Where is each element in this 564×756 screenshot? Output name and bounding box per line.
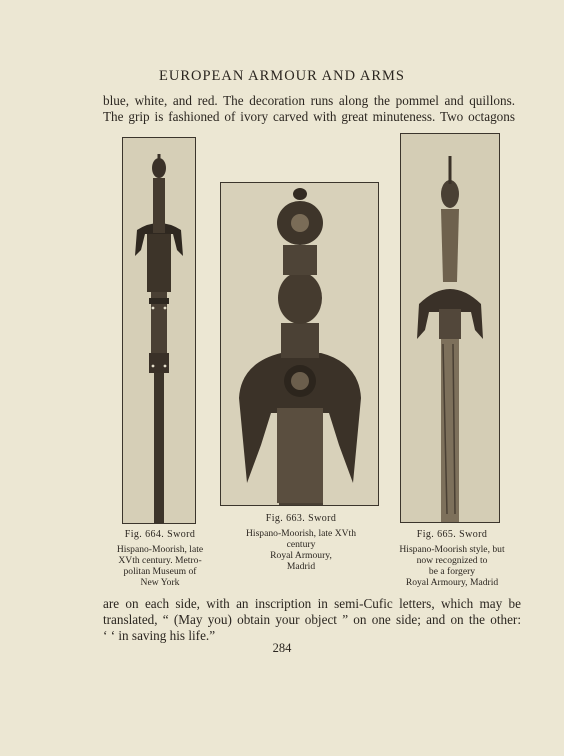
paragraph-bottom — [103, 596, 521, 644]
caption-line: New York — [140, 577, 180, 588]
text-line: blue, white, and red. The decoration runs along the pommel and quillons. — [103, 93, 515, 108]
caption-664 — [108, 529, 212, 588]
caption-title: Fig. 664. Sword — [124, 529, 196, 540]
caption-line: now recognized to — [416, 555, 488, 566]
page-number: 284 — [272, 641, 292, 655]
figure-664-image — [122, 137, 196, 524]
caption-line: Hispano-Moorish, late — [116, 544, 204, 555]
caption-line: Hispano-Moorish style, but — [399, 544, 505, 555]
figure-665-image — [400, 133, 500, 523]
caption-line: Royal Armoury, Madrid — [405, 577, 499, 588]
caption-line: Madrid — [286, 561, 316, 572]
caption-line: Royal Armoury, — [270, 550, 332, 561]
caption-665 — [384, 529, 520, 588]
running-head: EUROPEAN ARMOUR AND ARMS — [159, 68, 405, 84]
text-line: The grip is fashioned of ivory carved with great minuteness. Two octagons — [103, 109, 515, 124]
caption-title: Fig. 665. Sword — [416, 529, 488, 540]
text-line: ‘ ‘ in saving his life.” — [103, 628, 216, 643]
caption-line: be a forgery — [428, 566, 476, 577]
caption-title: Fig. 663. Sword — [265, 513, 337, 524]
caption-line: XVth century. Metro- — [118, 555, 202, 566]
caption-line: politan Museum of — [123, 566, 197, 577]
text-line: are on each side, with an inscription in semi-Cufic letters, which may be — [103, 596, 521, 611]
paragraph-top — [103, 93, 515, 125]
caption-line: century — [286, 539, 316, 550]
caption-line: Hispano-Moorish, late XVth — [245, 528, 357, 539]
text-line: translated, “ (May you) obtain your object ” on one side; and on the other: — [103, 612, 521, 627]
caption-663 — [228, 513, 374, 572]
figure-663-image — [220, 182, 379, 506]
